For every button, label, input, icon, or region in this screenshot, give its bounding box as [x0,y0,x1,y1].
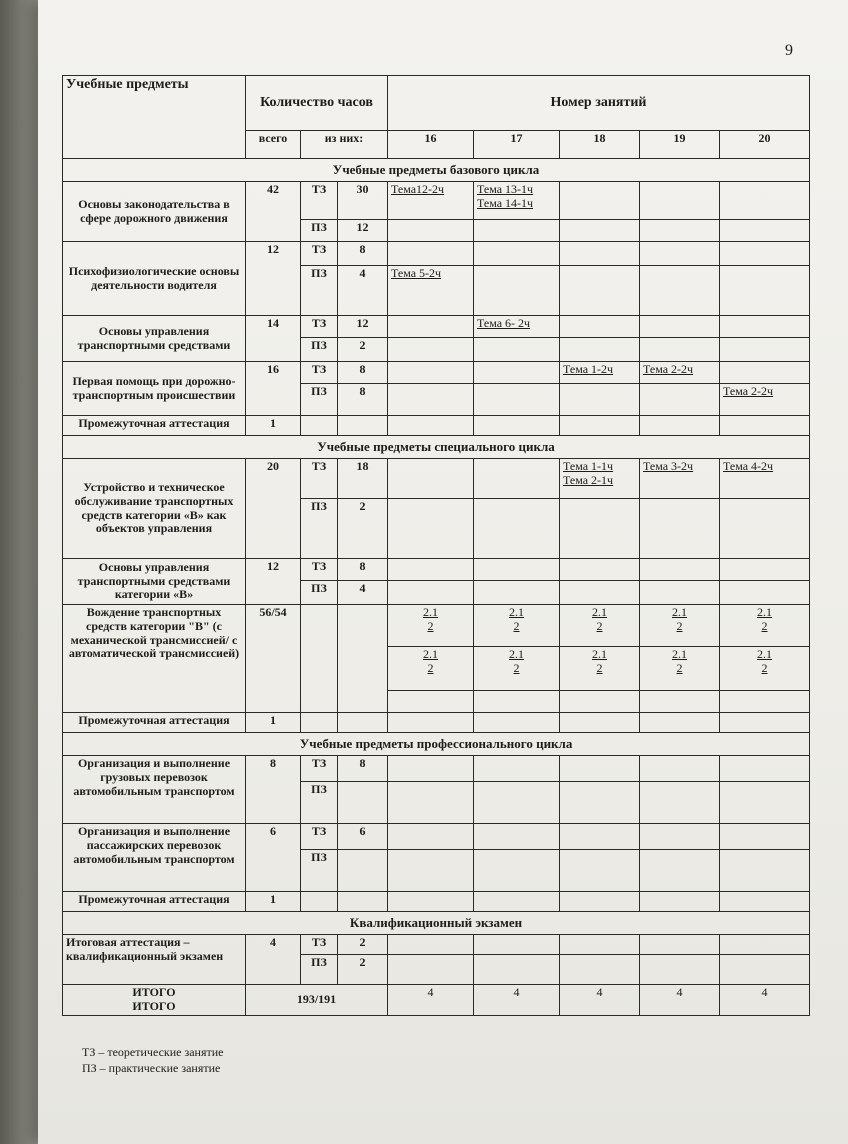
cell-20 [720,242,810,266]
tema-text: Тема 14-1ч [477,195,534,210]
fraction-bottom: 2 [676,618,683,633]
tz-hours: 18 [338,459,388,499]
table-row [63,605,810,647]
total-hours: 12 [246,559,301,605]
tema-text: Тема 6- 2ч [477,316,531,330]
tz-label: ТЗ [301,559,338,581]
cell-17 [474,316,560,338]
cell-20 [720,220,810,242]
tema-text: Тема12-2ч [391,182,445,196]
total-hours: 1 [246,892,301,912]
fraction-top: 2.1 [592,605,607,619]
pz-hours: 2 [338,338,388,362]
grand-total: 193/191 [246,985,388,1016]
header-row [63,76,810,131]
cell-17 [474,220,560,242]
fraction-bottom: 2 [513,618,520,633]
total-hours: 6 [246,824,301,892]
pz-hours: 8 [338,384,388,416]
col-17-total: 4 [474,985,560,1016]
hours-header: Количество часов [246,76,388,131]
tz-hours: 8 [338,756,388,782]
pz-hours: 4 [338,266,388,316]
tema-text: Тема 13-1ч [477,182,534,196]
section-prof: Учебные предметы профессионального цикла [63,733,810,756]
cell-20 [720,316,810,338]
cell-20 [720,338,810,362]
cell-16 [388,459,474,499]
cell-19 [640,242,720,266]
tz-hours: 8 [338,559,388,581]
table-row [63,459,810,499]
subject-name: Вождение транспортных средств категории "В" (с механической трансмиссией/ с автоматической трансмиссией) [63,605,246,713]
subject-name: Основы управления транспортными средствами [63,316,246,362]
legend-tz: ТЗ – теоретические занятие [82,1045,224,1059]
cell-17 [474,647,560,691]
subject-name: Итоговая аттестация – квалификационный экзамен [63,935,246,985]
cell-20 [720,182,810,220]
subject-name: Организация и выполнение пассажирских перевозок автомобильным транспортом [63,824,246,892]
pz-hours: 2 [338,499,388,559]
total-hours: 16 [246,362,301,416]
cell-18 [560,362,640,384]
fraction-bottom: 2 [427,660,434,675]
total-hours: 1 [246,713,301,733]
fraction-bottom: 2 [761,618,768,633]
cell-16 [388,220,474,242]
total-hours: 4 [246,935,301,985]
pz-label: ПЗ [301,338,338,362]
table-row [63,316,810,338]
subject-name: Устройство и техническое обслуживание транспортных средств категории «В» как объектов управления [63,459,246,559]
cell-17 [474,605,560,647]
pz-label: ПЗ [301,220,338,242]
total-label-text: ИТОГО [132,985,176,999]
total-hours: 42 [246,182,301,242]
cell-18 [560,605,640,647]
pz-label: ПЗ [301,499,338,559]
section-exam: Квалификационный экзамен [63,912,810,935]
cell-16 [388,182,474,220]
fraction-top: 2.1 [509,605,524,619]
tema-text: Тема 2-1ч [563,472,614,487]
cell-20 [720,384,810,416]
cell-19 [640,182,720,220]
subject-name: Психофизиологические основы деятельности водителя [63,242,246,316]
cell-16 [388,647,474,691]
tema-text: Тема 4-2ч [723,459,774,473]
table-row [63,559,810,581]
cell-19 [640,338,720,362]
table-row [63,935,810,955]
col-20-header: 20 [720,131,810,159]
pz-label: ПЗ [301,384,338,416]
cell-18 [560,316,640,338]
table-row [63,182,810,220]
total-hours: 20 [246,459,301,559]
tz-label: ТЗ [301,242,338,266]
cell-19 [640,362,720,384]
schedule-table [62,75,810,1016]
cell-19 [640,316,720,338]
pz-label: ПЗ [301,955,338,985]
tz-label: ТЗ [301,459,338,499]
cell-16 [388,266,474,316]
tz-label: ТЗ [301,316,338,338]
cell-19 [640,647,720,691]
tema-text: Тема 5-2ч [391,266,442,280]
tz-hours: 2 [338,935,388,955]
cell-17 [474,182,560,220]
cell-20 [720,362,810,384]
cell-19 [640,605,720,647]
cell-20 [720,459,810,499]
fraction-top: 2.1 [672,647,687,661]
table-row [63,416,810,436]
subject-name: Промежуточная аттестация [63,713,246,733]
cell-20 [720,605,810,647]
fraction-top: 2.1 [757,605,773,619]
total-hours: 56/54 [246,605,301,713]
total-label [63,985,246,1016]
tz-label: ТЗ [301,182,338,220]
subject-name: Промежуточная аттестация [63,892,246,912]
tz-label: ТЗ [301,756,338,782]
cell-16 [388,605,474,647]
total-hours: 12 [246,242,301,316]
fraction-bottom: 2 [596,618,603,633]
legend-pz: ПЗ – практические занятие [82,1061,221,1075]
pz-label: ПЗ [301,850,338,892]
tz-label: ТЗ [301,935,338,955]
cell-18 [560,266,640,316]
fraction-bottom: 2 [513,660,520,675]
total-hours: 1 [246,416,301,436]
tz-hours: 30 [338,182,388,220]
cell-16 [388,362,474,384]
tz-hours: 8 [338,242,388,266]
cell-16 [388,338,474,362]
tema-text: Тема 2-2ч [643,362,694,376]
pz-hours: 2 [338,955,388,985]
cell-18 [560,384,640,416]
table-row [63,756,810,782]
cell-17 [474,266,560,316]
cell-17 [474,384,560,416]
cell-17 [474,362,560,384]
cell-17 [474,459,560,499]
cell-18 [560,220,640,242]
cell-19 [640,384,720,416]
total-label-text: ИТОГО [132,998,176,1013]
cell-18 [560,459,640,499]
pz-label: ПЗ [301,782,338,824]
col-19-total: 4 [640,985,720,1016]
section-base: Учебные предметы базового цикла [63,159,810,182]
table-row [63,242,810,266]
pz-label: ПЗ [301,581,338,605]
cell-17 [474,338,560,362]
cell-18 [560,338,640,362]
tema-text: Тема 2-2ч [723,384,774,398]
legend [82,1044,223,1076]
tema-text: Тема 3-2ч [643,459,694,473]
subject-name: Первая помощь при дорожно-транспортным происшествии [63,362,246,416]
cell-19 [640,266,720,316]
fraction-top: 2.1 [423,605,438,619]
col-16-header: 16 [388,131,474,159]
section-special: Учебные предметы специального цикла [63,436,810,459]
fraction-top: 2.1 [592,647,607,661]
col-19-header: 19 [640,131,720,159]
pz-hours: 4 [338,581,388,605]
table-row [63,892,810,912]
fraction-bottom: 2 [761,660,768,675]
subject-name: Основы управления транспортными средствами категории «В» [63,559,246,605]
cell-20 [720,266,810,316]
tema-text: Тема 1-1ч [563,459,614,473]
page-number: 9 [785,42,793,59]
total-row [63,985,810,1016]
fraction-top: 2.1 [423,647,438,661]
fraction-top: 2.1 [757,647,773,661]
tema-text: Тема 1-2ч [563,362,614,376]
cell-16 [388,316,474,338]
col-16-total: 4 [388,985,474,1016]
total-header: всего [246,131,301,159]
col-18-header: 18 [560,131,640,159]
cell-19 [640,220,720,242]
col-20-total: 4 [720,985,810,1016]
tz-hours: 6 [338,824,388,850]
cell-16 [388,242,474,266]
tz-label: ТЗ [301,362,338,384]
cell-18 [560,182,640,220]
pz-hours: 12 [338,220,388,242]
subject-name: Организация и выполнение грузовых перевозок автомобильным транспортом [63,756,246,824]
tz-label: ТЗ [301,824,338,850]
cell-18 [560,242,640,266]
pz-label: ПЗ [301,266,338,316]
lesson-number-header: Номер занятий [388,76,810,131]
col-17-header: 17 [474,131,560,159]
fraction-top: 2.1 [509,647,524,661]
table-row [63,713,810,733]
table-row [63,824,810,850]
cell-20 [720,647,810,691]
subjects-header: Учебные предметы [63,76,246,159]
of-them-header: из них: [301,131,388,159]
subject-name: Основы законодательства в сфере дорожного движения [63,182,246,242]
cell-17 [474,242,560,266]
tz-hours: 12 [338,316,388,338]
fraction-bottom: 2 [676,660,683,675]
cell-16 [388,384,474,416]
fraction-top: 2.1 [672,605,687,619]
cell-18 [560,647,640,691]
total-hours: 14 [246,316,301,362]
subject-name: Промежуточная аттестация [63,416,246,436]
fraction-bottom: 2 [427,618,434,633]
fraction-bottom: 2 [596,660,603,675]
col-18-total: 4 [560,985,640,1016]
table-row [63,362,810,384]
cell-19 [640,459,720,499]
tz-hours: 8 [338,362,388,384]
total-hours: 8 [246,756,301,824]
